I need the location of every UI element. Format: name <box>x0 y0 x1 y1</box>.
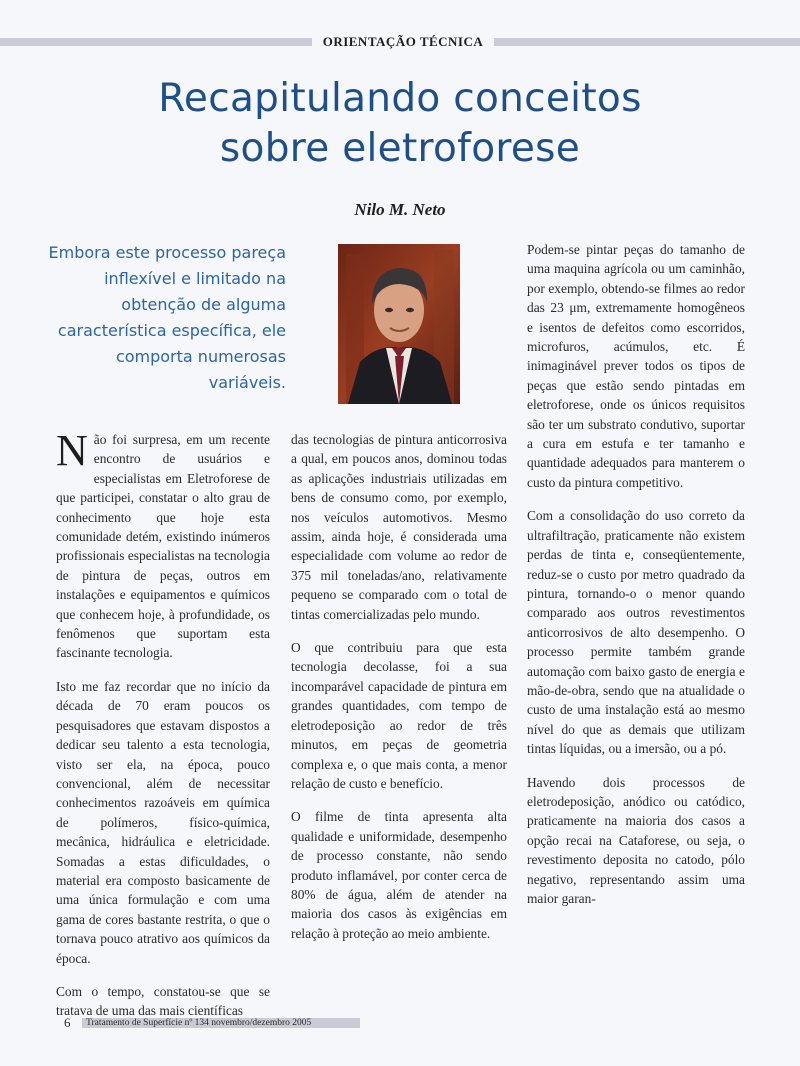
article-title <box>0 74 800 174</box>
portrait-illustration <box>338 244 460 404</box>
title-line-2: sobre eletroforese <box>219 126 581 171</box>
intro-pullquote <box>40 240 286 396</box>
paragraph: O filme de tinta apresenta alta qualidade e uniformidade, desempenho de processo constante, não sendo produto inflamável, por conter cerca de 80% de água, além de atender na maioria dos casos às exigências em relação à proteção ao meio ambiente. <box>291 809 507 941</box>
intro-text: Embora este processo pareça inflexível e limitado na obtenção de alguma característica específica, ele comporta numerosas variáveis. <box>48 243 286 392</box>
header-rule-left <box>0 38 312 46</box>
author-portrait-image <box>338 244 460 404</box>
section-header <box>0 34 800 50</box>
title-line-1: Recapitulando conceitos <box>158 76 642 121</box>
paragraph: Não foi surpresa, em um recente encontro de usuários e especialistas em Eletroforese de que participei, constatar o alto grau de conhecimento que hoje esta comunidade detém, existindo inúmeros profissionais especialistas na tecnologia de pintura de peças, outros em instalações e equipamentos e químicos que conhecem hoje, à profundidade, os fenômenos que suportam esta fascinante tecnologia. <box>56 426 270 661</box>
paragraph: Com a consolidação do uso correto da ultrafiltração, praticamente não existem perdas de tinta e, conseqüentemente, reduz-se o custo por metro quadrado da pintura, tornando-o o menor quando comparado aos outros revestimentos anticorrosivos de alto desempenho. O processo permite também grande automação com baixo gasto de energia e mão-de-obra, sendo que na atualidade o custo de uma instalação está ao mesmo nível do que as demais que utilizam tintas líquidas, ou a imersão, ou a pó. <box>527 508 745 757</box>
paragraph: O que contribuiu para que esta tecnologia decolasse, foi a sua incomparável capacidade de pintura em grandes quantidades, com tempo de eletrodeposição ao redor de três minutos, em peças de geometria complexa e, o que mais conta, a menor relação de custo e benefício. <box>291 640 507 791</box>
page-number: 6 <box>64 1015 71 1030</box>
publication-info: Tratamento de Superfície nº 134 novembro/dezembro 2005 <box>86 1018 312 1028</box>
paragraph: das tecnologias de pintura anticorrosiva a qual, em poucos anos, dominou todas as aplicações industriais utilizadas em bens de consumo como, por exemplo, nos veículos automotivos. Mesmo assim, ainda hoje, é considerada uma especialidade com volume ao redor de 375 mil toneladas/ano, relativamente pequeno se comparado com o total de tintas comercializadas pelo mundo. <box>291 432 507 622</box>
article-column-1 <box>56 426 270 1035</box>
paragraph: Isto me faz recordar que no início da década de 70 eram poucos os pesquisadores que estavam dispostos a dedicar seu talento a esta tecnologia, visto ser ela, na época, pouco convencional, além de necessitar conhecimentos razoáveis em química de polímeros, físico-química, mecânica, hidráulica e eletricidade. Somadas a estas dificuldades, o material era composto basicamente de uma única formulação e com uma gama de cores bastante restrita, o que o tornava pouco atrativo aos químicos da época. <box>56 678 270 966</box>
drop-cap: N <box>56 426 88 475</box>
paragraph: Havendo dois processos de eletrodeposição, anódico ou catódico, praticamente na maioria dos casos a opção recai na Cataforese, ou seja, o revestimento deposita no catodo, pólo negativo, representando assim uma maior garan- <box>527 774 745 906</box>
article-column-3 <box>527 240 745 922</box>
article-column-2 <box>291 430 507 957</box>
paragraph: Podem-se pintar peças do tamanho de uma maquina agrícola ou um caminhão, por exemplo, obtendo-se filmes ao redor das 23 μm, extremamente homogêneos e isentos de defeitos como escorridos, microfuros, acúmulos, etc. É inimaginável prever todos os tipos de peças que estão sendo pintadas em eletroforese, onde os únicos requisitos são ter um substrato condutivo, suportar a cura em estufa e ter tamanho e quantidade adequados para manterem o custo da pintura competitivo. <box>527 242 745 490</box>
paragraph: Com o tempo, constatou-se que se tratava de uma das mais científicas <box>56 983 270 1019</box>
header-rule-right <box>494 38 800 46</box>
author-byline: Nilo M. Neto <box>354 200 446 219</box>
section-label: ORIENTAÇÃO TÉCNICA <box>322 34 484 49</box>
page-footer <box>56 1016 360 1030</box>
